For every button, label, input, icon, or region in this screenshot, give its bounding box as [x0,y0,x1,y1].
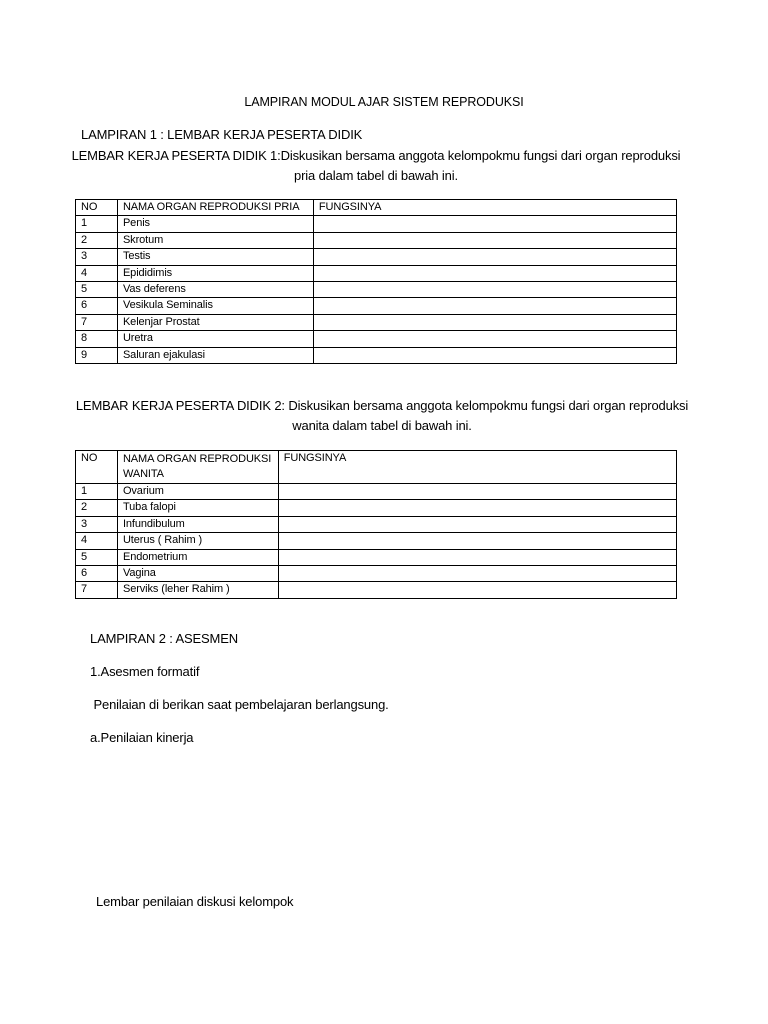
cell-organ: Uterus ( Rahim ) [117,533,278,549]
column-header-fungsi: FUNGSINYA [313,200,676,216]
cell-no: 1 [76,484,118,500]
cell-organ: Testis [117,249,313,265]
cell-fungsi [313,347,676,363]
cell-organ: Vagina [117,565,278,581]
cell-organ: Serviks (leher Rahim ) [117,582,278,598]
table-row [76,331,677,347]
female-organ-table [75,450,677,599]
cell-no: 6 [76,298,118,314]
lkpd2-instruction [72,396,692,436]
lkpd1-instruction [60,146,692,186]
table-row [76,347,677,363]
lkpd2-instruction-line2: wanita dalam tabel di bawah ini. [292,418,472,433]
asesmen-formatif-item: 1.Asesmen formatif [90,664,200,679]
table-row [76,281,677,297]
lkpd2-instruction-line1: LEMBAR KERJA PESERTA DIDIK 2: Diskusikan bersama anggota kelompokmu fungsi dari organ reproduksi [75,398,689,413]
cell-fungsi [313,265,676,281]
cell-fungsi [313,249,676,265]
asesmen-description: Penilaian di berikan saat pembelajaran berlangsung. [90,697,389,712]
table-row [76,565,677,581]
table-row [76,216,677,232]
document-title: LAMPIRAN MODUL AJAR SISTEM REPRODUKSI [244,95,524,109]
table-header-row [76,200,677,216]
lembar-penilaian-label: Lembar penilaian diskusi kelompok [96,894,294,909]
cell-fungsi [278,549,676,565]
cell-no: 8 [76,331,118,347]
cell-no: 3 [76,516,118,532]
table-row [76,549,677,565]
table-row [76,533,677,549]
cell-fungsi [313,281,676,297]
cell-organ: Tuba falopi [117,500,278,516]
cell-fungsi [313,331,676,347]
cell-no: 5 [76,281,118,297]
cell-organ: Kelenjar Prostat [117,314,313,330]
cell-no: 4 [76,533,118,549]
cell-fungsi [313,232,676,248]
cell-organ: Epididimis [117,265,313,281]
cell-fungsi [313,216,676,232]
cell-organ: Penis [117,216,313,232]
cell-no: 1 [76,216,118,232]
column-header-organ: NAMA ORGAN REPRODUKSI PRIA [117,200,313,216]
cell-no: 7 [76,582,118,598]
cell-organ: Vas deferens [117,281,313,297]
cell-no: 4 [76,265,118,281]
cell-no: 2 [76,232,118,248]
table-row [76,516,677,532]
column-header-no: NO [76,451,118,484]
table-header-row [76,451,677,484]
table-row [76,265,677,281]
table-row [76,298,677,314]
cell-no: 6 [76,565,118,581]
cell-fungsi [313,298,676,314]
cell-no: 3 [76,249,118,265]
table-row [76,232,677,248]
table-row [76,484,677,500]
cell-fungsi [278,565,676,581]
cell-fungsi [278,516,676,532]
male-organ-table [75,199,677,364]
lkpd1-instruction-line2: pria dalam tabel di bawah ini. [294,168,458,183]
table-row [76,500,677,516]
cell-no: 7 [76,314,118,330]
cell-no: 9 [76,347,118,363]
lampiran1-heading: LAMPIRAN 1 : LEMBAR KERJA PESERTA DIDIK [81,127,363,142]
cell-organ: Uretra [117,331,313,347]
cell-fungsi [313,314,676,330]
lampiran2-heading: LAMPIRAN 2 : ASESMEN [90,631,238,646]
cell-no: 2 [76,500,118,516]
penilaian-kinerja-item: a.Penilaian kinerja [90,730,194,745]
cell-fungsi [278,484,676,500]
table-row [76,314,677,330]
cell-organ: Skrotum [117,232,313,248]
column-header-fungsi: FUNGSINYA [278,451,676,484]
cell-fungsi [278,500,676,516]
cell-fungsi [278,582,676,598]
table-row [76,582,677,598]
column-header-no: NO [76,200,118,216]
cell-no: 5 [76,549,118,565]
cell-organ: Vesikula Seminalis [117,298,313,314]
cell-organ: Saluran ejakulasi [117,347,313,363]
column-header-organ: NAMA ORGAN REPRODUKSI WANITA [117,451,278,484]
cell-organ: Infundibulum [117,516,278,532]
table-row [76,249,677,265]
cell-fungsi [278,533,676,549]
lkpd1-instruction-line1: LEMBAR KERJA PESERTA DIDIK 1:Diskusikan bersama anggota kelompokmu fungsi dari organ reproduksi [71,148,681,163]
cell-organ: Endometrium [117,549,278,565]
cell-organ: Ovarium [117,484,278,500]
